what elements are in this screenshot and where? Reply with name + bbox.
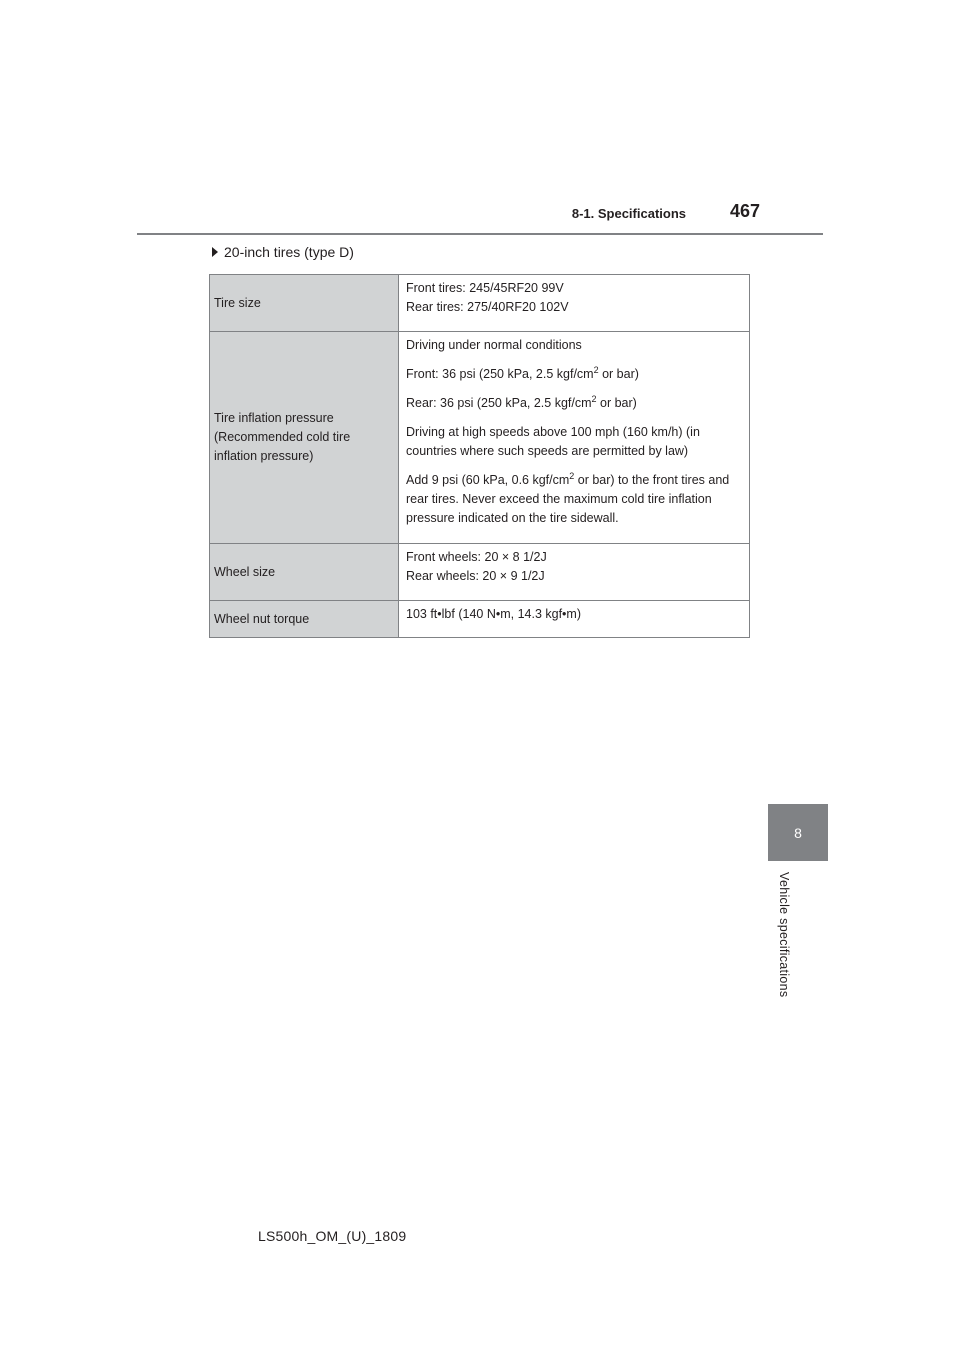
subsection-title [212, 244, 354, 260]
row-label: Wheel nut torque [210, 601, 399, 638]
document-code: LS500h_OM_(U)_1809 [258, 1228, 407, 1244]
superscript: 2 [591, 393, 597, 404]
superscript: 2 [593, 364, 599, 375]
text: or bar) [598, 367, 639, 381]
chapter-tab: 8 [768, 804, 828, 861]
row-value: 103 ft•lbf (140 N•m, 14.3 kgf•m) [399, 601, 750, 638]
section-title: 8-1. Specifications [571, 206, 686, 221]
high-speed-instruction [406, 471, 743, 528]
text: or bar) to the front tires and [574, 473, 730, 487]
high-speed-heading [406, 423, 743, 461]
table-row [210, 332, 750, 544]
spec-table [209, 274, 750, 638]
text-line: Driving at high speeds above 100 mph (160 km/h) (in [406, 425, 700, 439]
text: or bar) [596, 396, 637, 410]
row-label: Wheel size [210, 544, 399, 601]
front-pressure [406, 365, 743, 384]
label-line: inflation pressure) [214, 449, 314, 463]
front-tire-size: Front tires: 245/45RF20 99V [406, 281, 564, 295]
text-line: countries where such speeds are permitted by law) [406, 444, 689, 458]
text-line: rear tires. Never exceed the maximum cold tire inflation [406, 492, 712, 506]
row-label: Tire size [210, 275, 399, 332]
row-value [399, 332, 750, 544]
row-value [399, 275, 750, 332]
rear-tire-size: Rear tires: 275/40RF20 102V [406, 300, 569, 314]
row-label [210, 332, 399, 544]
table-row [210, 275, 750, 332]
rear-wheel-size: Rear wheels: 20 × 9 1/2J [406, 569, 545, 583]
table-row [210, 544, 750, 601]
normal-conditions-heading: Driving under normal conditions [406, 338, 582, 352]
header-divider [137, 233, 823, 235]
text: Add 9 psi (60 kPa, 0.6 kgf/cm [406, 473, 570, 487]
chapter-label: Vehicle specifications [777, 872, 791, 998]
arrow-right-icon [212, 247, 218, 257]
page-number: 467 [729, 201, 760, 221]
label-line: Tire inflation pressure [214, 411, 334, 425]
subsection-title-text: 20-inch tires (type D) [224, 244, 354, 260]
superscript: 2 [569, 470, 575, 481]
label-line: (Recommended cold tire [214, 430, 351, 444]
front-wheel-size: Front wheels: 20 × 8 1/2J [406, 550, 547, 564]
text: Rear: 36 psi (250 kPa, 2.5 kgf/cm [406, 396, 592, 410]
rear-pressure [406, 394, 743, 413]
table-row [210, 601, 750, 638]
row-value [399, 544, 750, 601]
text-line [406, 471, 743, 490]
text-line: pressure indicated on the tire sidewall. [406, 511, 619, 525]
text: Front: 36 psi (250 kPa, 2.5 kgf/cm [406, 367, 594, 381]
